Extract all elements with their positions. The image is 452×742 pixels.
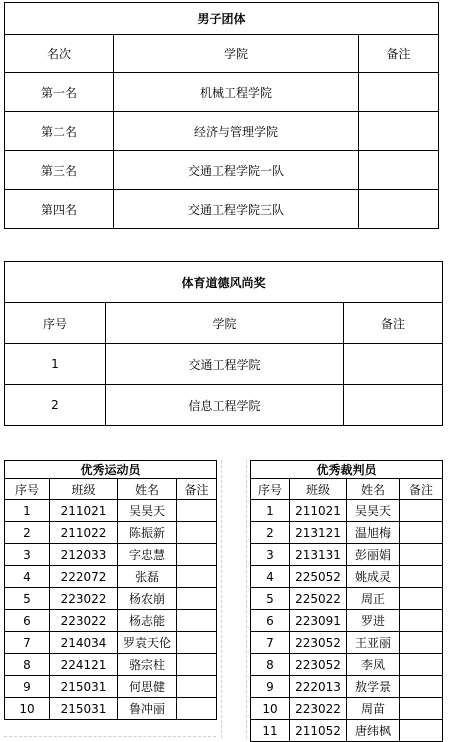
rank-cell: 第三名 xyxy=(5,151,114,190)
college-cell: 交通工程学院三队 xyxy=(114,190,359,229)
gridline xyxy=(221,460,222,738)
class-cell: 214034 xyxy=(50,632,118,654)
class-cell: 211021 xyxy=(50,500,118,522)
header-name: 姓名 xyxy=(347,479,400,500)
table-row xyxy=(5,73,439,112)
note-cell xyxy=(400,588,443,610)
class-cell: 211052 xyxy=(290,720,347,742)
table-row xyxy=(251,610,443,632)
class-cell: 222013 xyxy=(290,676,347,698)
class-cell: 223052 xyxy=(290,632,347,654)
table-row xyxy=(251,522,443,544)
note-cell xyxy=(400,566,443,588)
sportsmanship-table xyxy=(4,261,443,426)
note-cell xyxy=(344,344,443,385)
no-cell: 8 xyxy=(5,654,50,676)
header-class: 班级 xyxy=(290,479,347,500)
no-cell: 2 xyxy=(251,522,290,544)
college-cell: 经济与管理学院 xyxy=(114,112,359,151)
name-cell: 杨志能 xyxy=(118,610,177,632)
rank-cell: 第一名 xyxy=(5,73,114,112)
class-cell: 223022 xyxy=(50,588,118,610)
class-cell: 223091 xyxy=(290,610,347,632)
header-no: 序号 xyxy=(5,479,50,500)
no-cell: 3 xyxy=(251,544,290,566)
table-row xyxy=(5,676,217,698)
note-cell xyxy=(400,698,443,720)
college-cell: 机械工程学院 xyxy=(114,73,359,112)
no-cell: 6 xyxy=(5,610,50,632)
note-cell xyxy=(177,544,217,566)
name-cell: 彭丽娟 xyxy=(347,544,400,566)
name-cell: 周苗 xyxy=(347,698,400,720)
name-cell: 张磊 xyxy=(118,566,177,588)
note-cell xyxy=(400,632,443,654)
referees-title: 优秀裁判员 xyxy=(251,461,443,479)
sportsmanship-title: 体育道德风尚奖 xyxy=(5,262,443,303)
note-cell xyxy=(359,190,439,229)
no-cell: 4 xyxy=(5,566,50,588)
table-row xyxy=(5,344,443,385)
table-row xyxy=(251,500,443,522)
note-cell xyxy=(359,73,439,112)
header-college: 学院 xyxy=(114,35,359,73)
class-cell: 213121 xyxy=(290,522,347,544)
table-row xyxy=(251,588,443,610)
name-cell: 唐纬枫 xyxy=(347,720,400,742)
name-cell: 鲁冲丽 xyxy=(118,698,177,720)
name-cell: 姚成灵 xyxy=(347,566,400,588)
name-cell: 杨农崩 xyxy=(118,588,177,610)
table-row xyxy=(251,544,443,566)
name-cell: 罗袁天伦 xyxy=(118,632,177,654)
header-note: 备注 xyxy=(359,35,439,73)
note-cell xyxy=(400,720,443,742)
athletes-table xyxy=(4,460,217,720)
athletes-title: 优秀运动员 xyxy=(5,461,217,479)
no-cell: 5 xyxy=(251,588,290,610)
no-cell: 5 xyxy=(5,588,50,610)
no-cell: 10 xyxy=(251,698,290,720)
table-row xyxy=(5,698,217,720)
table-row xyxy=(5,544,217,566)
table-row xyxy=(5,566,217,588)
no-cell: 2 xyxy=(5,522,50,544)
mens-team-title: 男子团体 xyxy=(5,3,439,35)
class-cell: 223052 xyxy=(290,654,347,676)
table-row xyxy=(251,632,443,654)
no-cell: 3 xyxy=(5,544,50,566)
class-cell: 212033 xyxy=(50,544,118,566)
name-cell: 王亚丽 xyxy=(347,632,400,654)
rank-cell: 第四名 xyxy=(5,190,114,229)
no-cell: 6 xyxy=(251,610,290,632)
note-cell xyxy=(177,610,217,632)
table-row xyxy=(251,676,443,698)
header-note: 备注 xyxy=(177,479,217,500)
class-cell: 223022 xyxy=(50,610,118,632)
header-note: 备注 xyxy=(344,303,443,344)
name-cell: 温旭梅 xyxy=(347,522,400,544)
table-row xyxy=(5,500,217,522)
no-cell: 2 xyxy=(5,385,106,426)
class-cell: 211022 xyxy=(50,522,118,544)
table-row xyxy=(5,632,217,654)
table-row xyxy=(251,566,443,588)
table-row xyxy=(5,610,217,632)
referees-table xyxy=(250,460,443,742)
note-cell xyxy=(400,544,443,566)
rank-cell: 第二名 xyxy=(5,112,114,151)
no-cell: 7 xyxy=(251,632,290,654)
college-cell: 交通工程学院一队 xyxy=(114,151,359,190)
note-cell xyxy=(359,151,439,190)
table-row xyxy=(251,654,443,676)
name-cell: 骆宗柱 xyxy=(118,654,177,676)
no-cell: 11 xyxy=(251,720,290,742)
note-cell xyxy=(344,385,443,426)
no-cell: 8 xyxy=(251,654,290,676)
note-cell xyxy=(400,500,443,522)
name-cell: 吴昊天 xyxy=(347,500,400,522)
header-name: 姓名 xyxy=(118,479,177,500)
gridline xyxy=(246,460,247,738)
name-cell: 何思健 xyxy=(118,676,177,698)
class-cell: 215031 xyxy=(50,698,118,720)
note-cell xyxy=(400,676,443,698)
name-cell: 字忠慧 xyxy=(118,544,177,566)
table-row xyxy=(5,522,217,544)
table-row xyxy=(5,112,439,151)
header-college: 学院 xyxy=(106,303,344,344)
no-cell: 1 xyxy=(5,500,50,522)
table-row xyxy=(251,720,443,742)
note-cell xyxy=(400,610,443,632)
header-no: 序号 xyxy=(5,303,106,344)
class-cell: 211021 xyxy=(290,500,347,522)
class-cell: 225022 xyxy=(290,588,347,610)
header-no: 序号 xyxy=(251,479,290,500)
table-row xyxy=(5,654,217,676)
table-row xyxy=(251,698,443,720)
note-cell xyxy=(177,698,217,720)
header-rank: 名次 xyxy=(5,35,114,73)
note-cell xyxy=(400,654,443,676)
note-cell xyxy=(177,654,217,676)
note-cell xyxy=(359,112,439,151)
class-cell: 215031 xyxy=(50,676,118,698)
table-row xyxy=(5,190,439,229)
mens-team-table xyxy=(4,2,439,229)
header-class: 班级 xyxy=(50,479,118,500)
no-cell: 1 xyxy=(251,500,290,522)
note-cell xyxy=(177,522,217,544)
note-cell xyxy=(177,588,217,610)
name-cell: 周正 xyxy=(347,588,400,610)
note-cell xyxy=(177,500,217,522)
name-cell: 罗进 xyxy=(347,610,400,632)
name-cell: 李凤 xyxy=(347,654,400,676)
no-cell: 10 xyxy=(5,698,50,720)
college-cell: 信息工程学院 xyxy=(106,385,344,426)
class-cell: 223022 xyxy=(290,698,347,720)
table-row xyxy=(5,588,217,610)
gridline xyxy=(4,736,216,737)
class-cell: 213131 xyxy=(290,544,347,566)
no-cell: 9 xyxy=(251,676,290,698)
no-cell: 7 xyxy=(5,632,50,654)
header-note: 备注 xyxy=(400,479,443,500)
note-cell xyxy=(400,522,443,544)
class-cell: 224121 xyxy=(50,654,118,676)
table-row xyxy=(5,385,443,426)
no-cell: 9 xyxy=(5,676,50,698)
class-cell: 225052 xyxy=(290,566,347,588)
name-cell: 敖学景 xyxy=(347,676,400,698)
class-cell: 222072 xyxy=(50,566,118,588)
note-cell xyxy=(177,632,217,654)
no-cell: 1 xyxy=(5,344,106,385)
note-cell xyxy=(177,566,217,588)
note-cell xyxy=(177,676,217,698)
no-cell: 4 xyxy=(251,566,290,588)
table-row xyxy=(5,151,439,190)
name-cell: 陈振新 xyxy=(118,522,177,544)
college-cell: 交通工程学院 xyxy=(106,344,344,385)
name-cell: 吴昊天 xyxy=(118,500,177,522)
